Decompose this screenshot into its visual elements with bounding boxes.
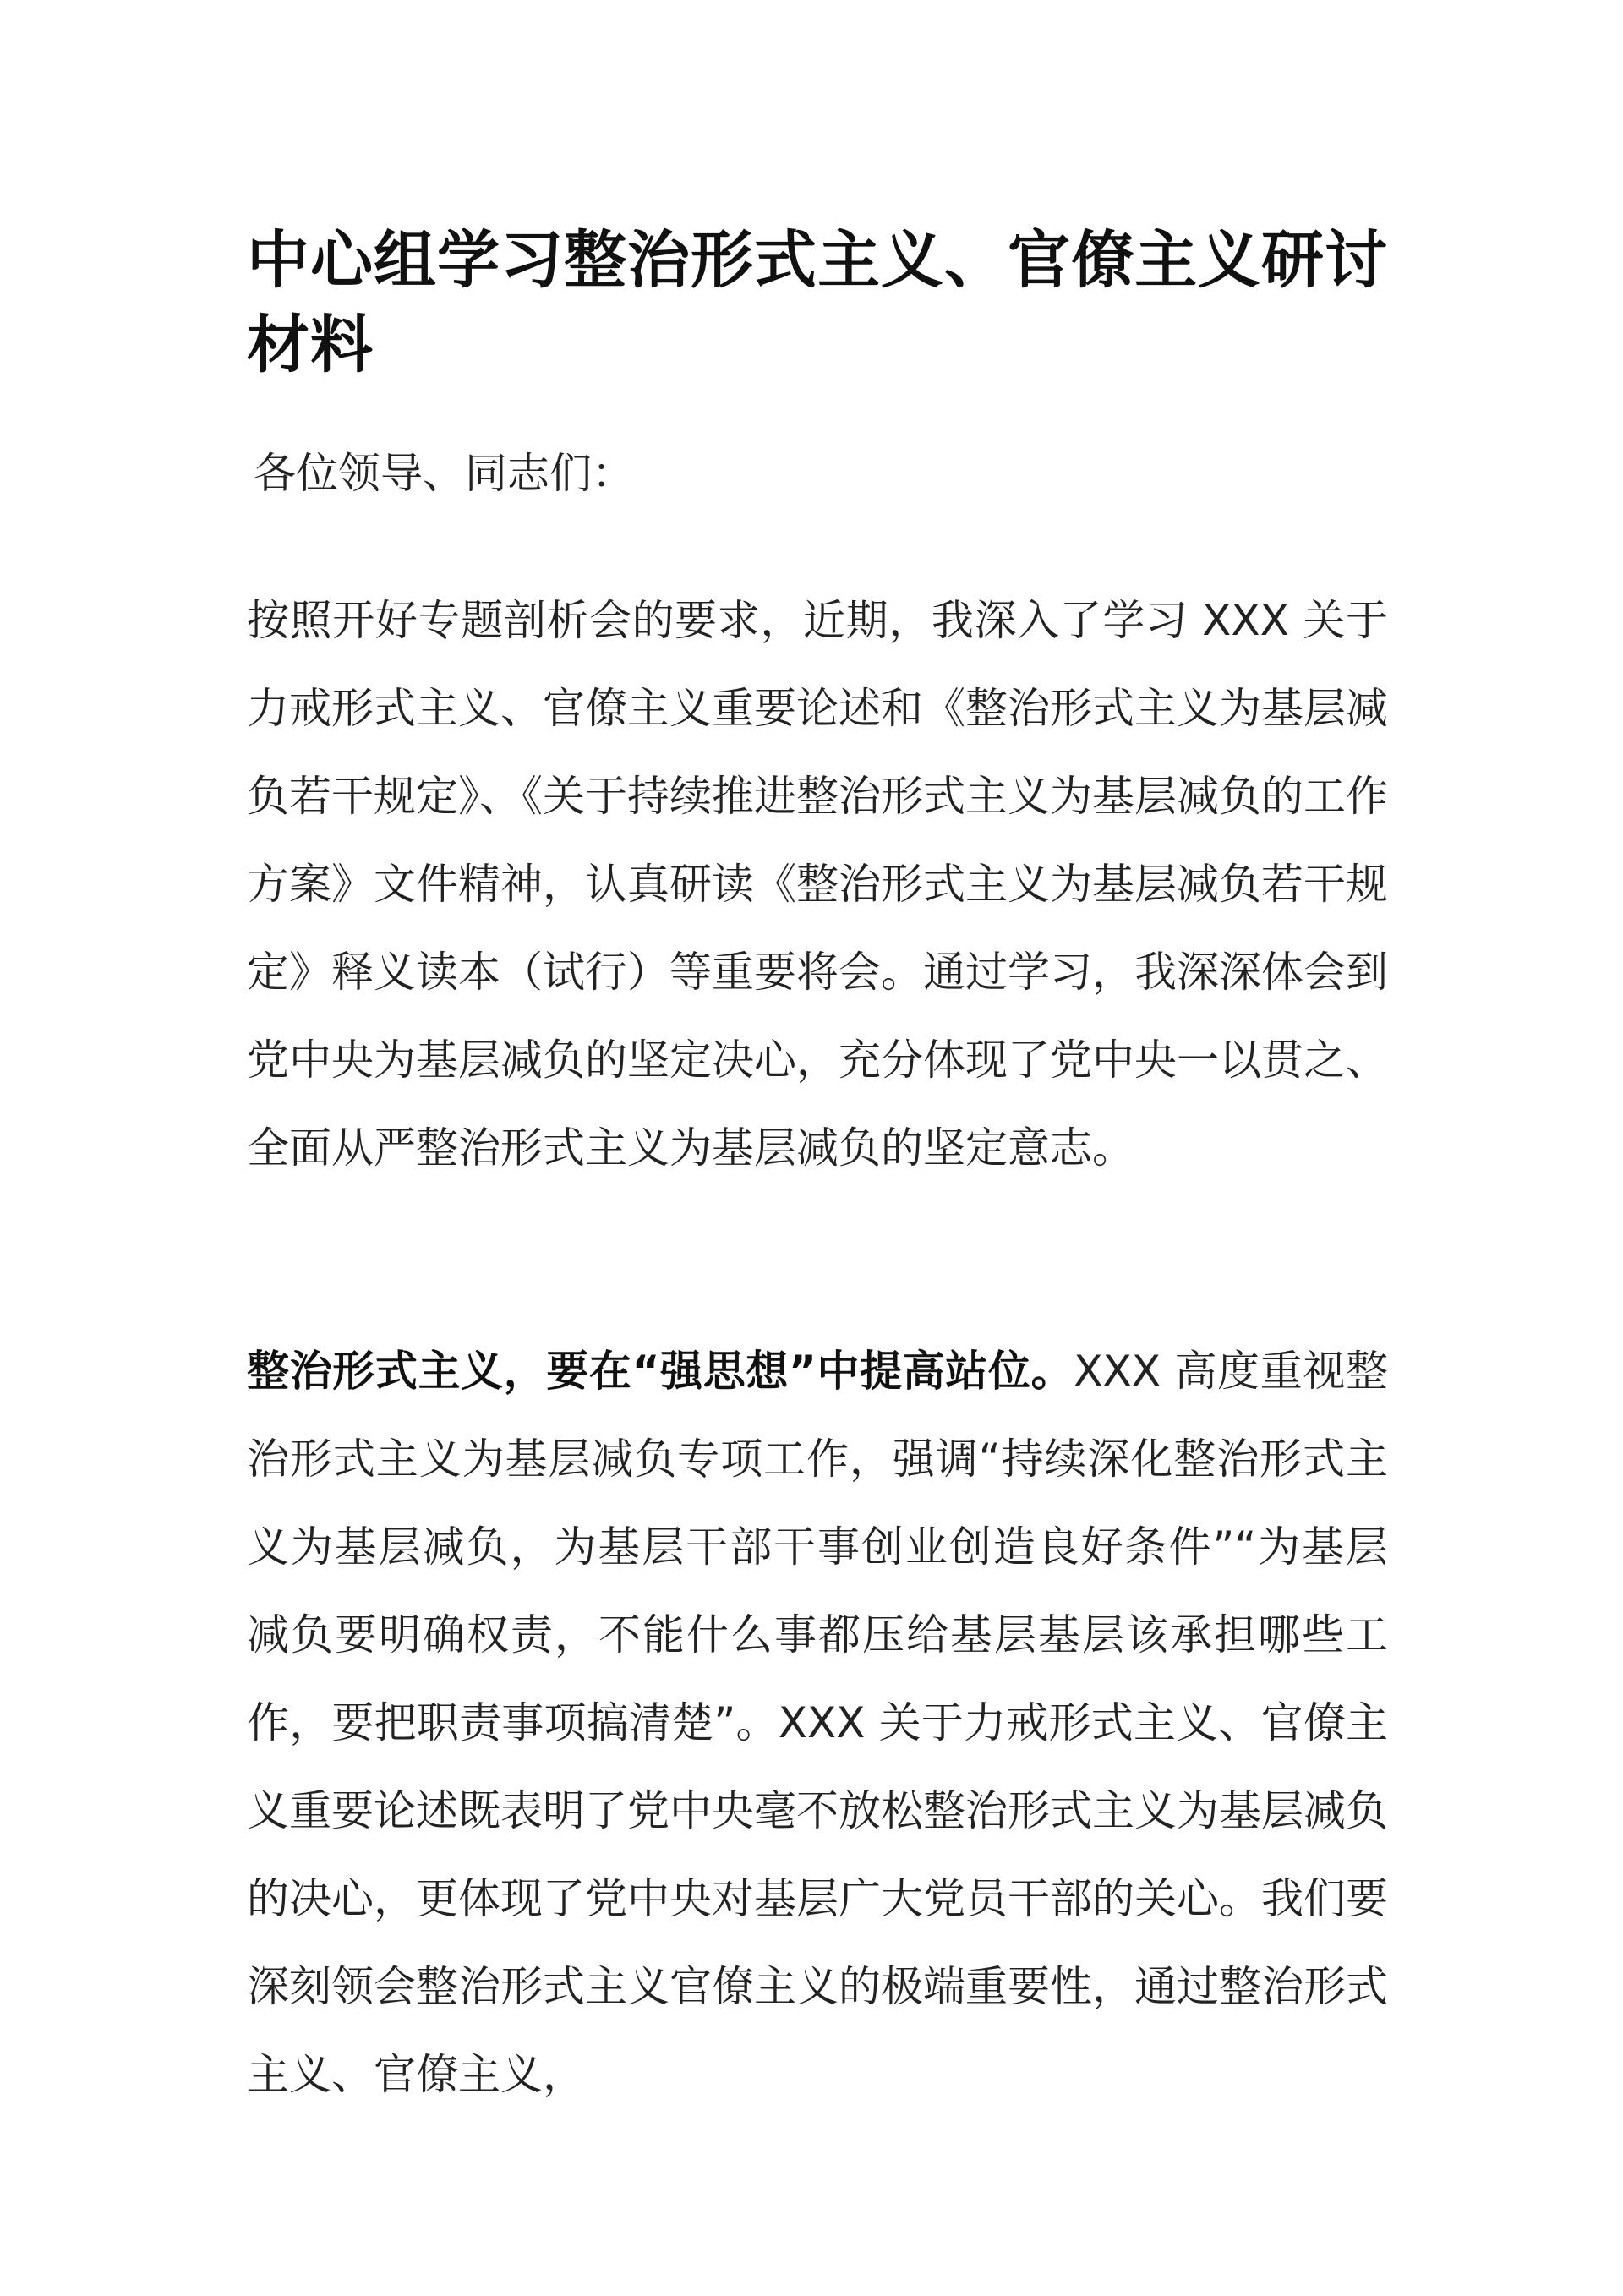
paragraph-lead-heading: 整治形式主义，要在“强思想”中提高站位。 [247,1347,1074,1396]
paragraph-body: XXX 高度重视整治形式主义为基层减负专项工作，强调“持续深化整治形式主义为基层减负，为基层干部干事创业创造良好条件”“为基层减负要明确权责，不能什么事都压给基层基层该承担哪些工作，要把职责事项搞清楚”。XXX 关于力戒形式主义、官僚主义重要论述既表明了党中央毫不放松整治形式主义为基层减负的决心，更体现了党中央对基层广大党员干部的关心。我们要深刻领会整治形式主义官僚主义的极端重要性，通过整治形式主义、官僚主义， [247,1347,1388,2099]
document-title: 中心组学习整治形式主义、官僚主义研讨材料 [247,224,1388,381]
paragraph-strengthen-thought [247,1327,1388,2118]
salutation: 各位领导、同志们： [254,449,634,498]
paragraph-intro: 按照开好专题剖析会的要求，近期，我深入了学习 XXX 关于力戒形式主义、官僚主义重要论述和《整治形式主义为基层减负若干规定》、《关于持续推进整治形式主义为基层减负的工作方案》文件精神，认真研读《整治形式主义为基层减负若干规定》释义读本（试行）等重要将会。通过学习，我深深体会到党中央为基层减负的坚定决心，充分体现了党中央一以贯之、全面从严整治形式主义为基层减负的坚定意志。 [247,596,1388,1173]
